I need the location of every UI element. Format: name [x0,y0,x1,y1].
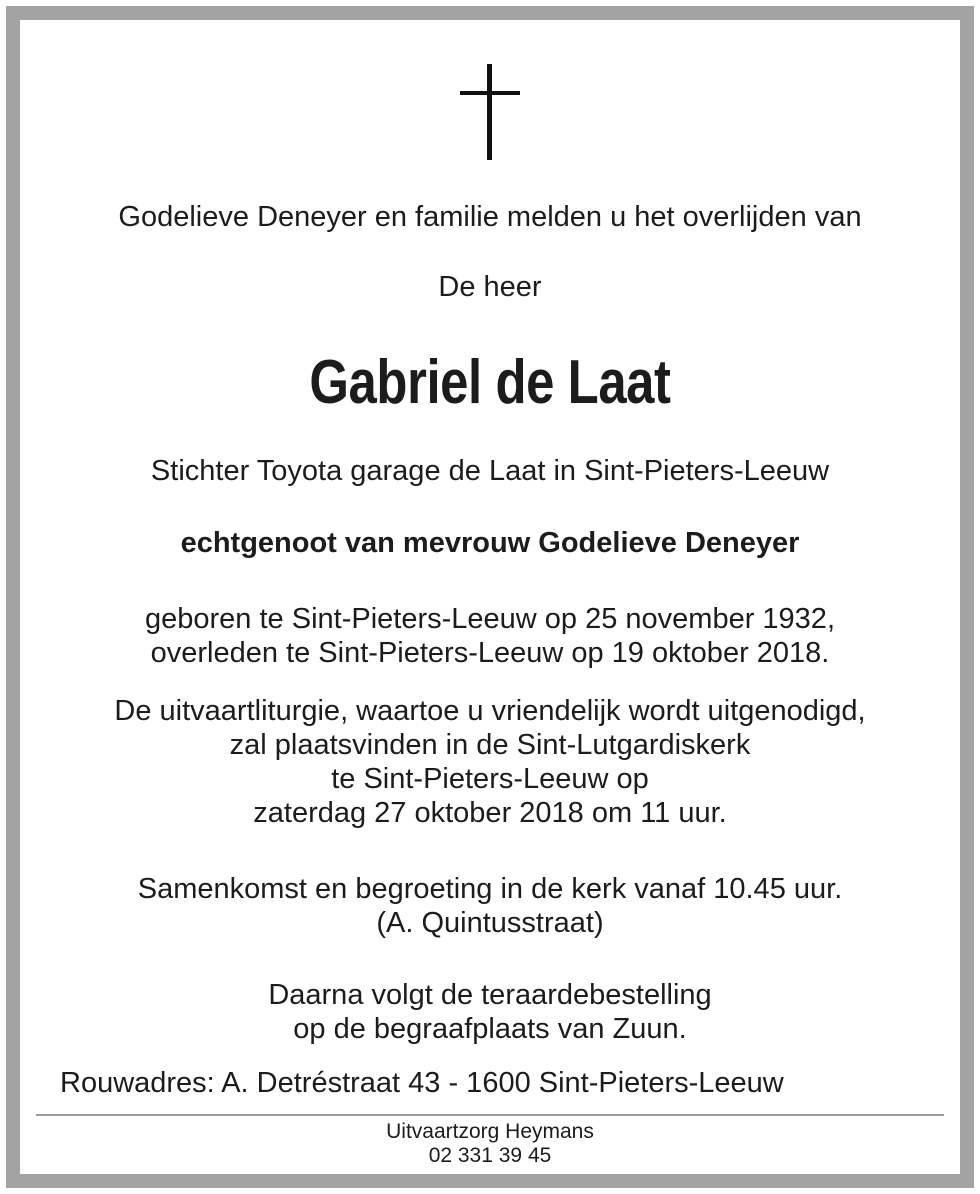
footer-divider [36,1114,944,1116]
liturgy-line: zal plaatsvinden in de Sint-Lutgardiskerk [229,729,751,761]
deceased-name: Gabriel de Laat [309,348,671,417]
funeral-phone: 02 331 39 45 [428,1144,552,1167]
cross-icon [460,64,520,160]
intro-text: Godelieve Deneyer en familie melden u het overlijden van [118,201,862,233]
cross-horizontal-bar [460,91,520,95]
notice-content [20,20,960,1174]
burial-line: Daarna volgt de teraardebestelling [268,979,712,1011]
gathering-line: (A. Quintusstraat) [376,907,604,939]
burial-line: op de begraafplaats van Zuun. [293,1013,687,1045]
spouse-text: echtgenoot van mevrouw Godelieve Deneyer [180,527,800,559]
born-text: geboren te Sint-Pieters-Leeuw op 25 november 1932, [145,603,835,635]
funeral-company: Uitvaartzorg Heymans [386,1120,594,1143]
died-text: overleden te Sint-Pieters-Leeuw op 19 oktober 2018. [150,637,830,669]
mourning-address: Rouwadres: A. Detréstraat 43 - 1600 Sint-Pieters-Leeuw [60,1067,784,1099]
gathering-line: Samenkomst en begroeting in de kerk vanaf 10.45 uur. [137,873,843,905]
role-text: Stichter Toyota garage de Laat in Sint-Pieters-Leeuw [150,455,830,487]
liturgy-line: De uitvaartliturgie, waartoe u vriendelijk wordt uitgenodigd, [114,695,866,727]
notice-frame [6,6,974,1188]
liturgy-line: te Sint-Pieters-Leeuw op [331,763,649,795]
cross-vertical-bar [487,64,492,160]
liturgy-line: zaterdag 27 oktober 2018 om 11 uur. [253,797,727,829]
honorific: De heer [438,271,542,303]
